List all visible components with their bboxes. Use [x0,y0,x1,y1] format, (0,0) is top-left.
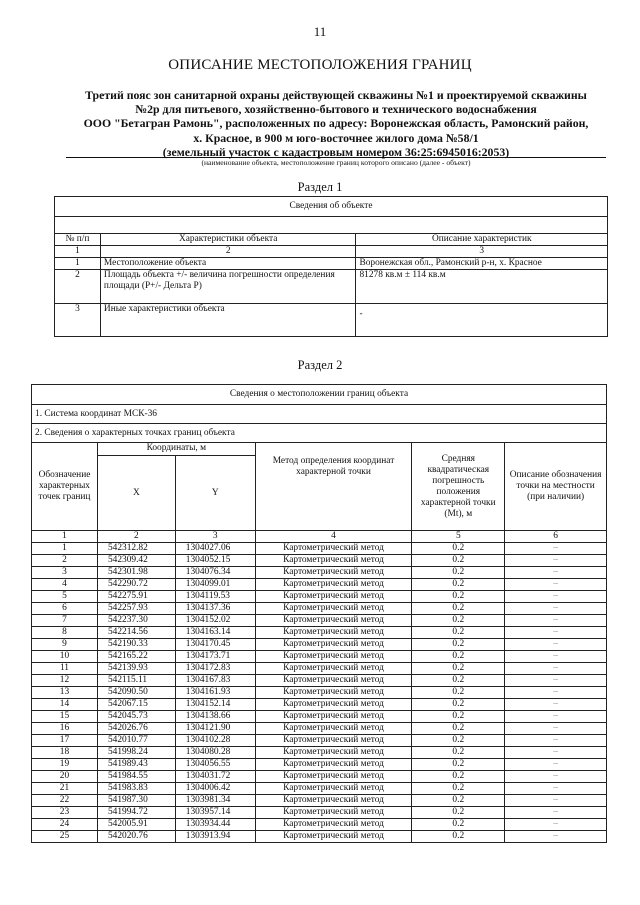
coord-x: 541998.24 [97,747,175,759]
point-description: – [505,591,607,603]
method: Картометрический метод [255,795,412,807]
method: Картометрический метод [255,675,412,687]
accuracy: 0.2 [412,819,505,831]
coord-x: 542165.22 [97,651,175,663]
column-header: Описание обозначения точки на местности (при наличии) [505,443,607,531]
method: Картометрический метод [255,543,412,555]
point-description: – [505,723,607,735]
method: Картометрический метод [255,711,412,723]
accuracy: 0.2 [412,591,505,603]
accuracy: 0.2 [412,783,505,795]
column-index: 1 [55,246,101,258]
point-id: 12 [32,675,98,687]
table-row [32,663,607,675]
point-description: – [505,687,607,699]
accuracy: 0.2 [412,711,505,723]
point-description: – [505,699,607,711]
table-row [32,747,607,759]
accuracy: 0.2 [412,723,505,735]
point-description: – [505,783,607,795]
point-id: 1 [32,543,98,555]
coord-y: 1303913.94 [175,831,255,843]
column-header: Y [175,456,255,531]
point-description: – [505,819,607,831]
coord-y: 1304102.28 [175,735,255,747]
coord-y: 1304076.34 [175,567,255,579]
table-row [32,591,607,603]
coord-x: 542010.77 [97,735,175,747]
accuracy: 0.2 [412,795,505,807]
point-id: 10 [32,651,98,663]
method: Картометрический метод [255,639,412,651]
accuracy: 0.2 [412,555,505,567]
subject-line: ООО "Бетагран Рамонь", расположенных по адресу: Воронежская область, Рамонский район, [83,116,589,131]
column-header: № п/п [55,234,101,246]
point-description: – [505,663,607,675]
coord-y: 1304152.14 [175,699,255,711]
point-id: 18 [32,747,98,759]
point-description: – [505,771,607,783]
method: Картометрический метод [255,651,412,663]
point-id: 14 [32,699,98,711]
point-description: – [505,567,607,579]
table-row [32,603,607,615]
coord-x: 541983.83 [97,783,175,795]
row-number: 3 [55,304,101,337]
characteristic: Местоположение объекта [100,258,356,270]
point-description: – [505,795,607,807]
coord-x: 542045.73 [97,711,175,723]
coord-x: 542026.76 [97,723,175,735]
point-id: 9 [32,639,98,651]
method: Картометрический метод [255,579,412,591]
accuracy: 0.2 [412,771,505,783]
row-number: 2 [55,270,101,304]
coord-x: 542005.91 [97,819,175,831]
coord-y: 1304056.55 [175,759,255,771]
accuracy: 0.2 [412,603,505,615]
point-description: – [505,639,607,651]
column-header: Характеристики объекта [100,234,356,246]
table-row [32,639,607,651]
point-id: 22 [32,795,98,807]
table-row [32,831,607,843]
points-title: 2. Сведения о характерных точках границ объекта [32,424,607,443]
coord-y: 1304080.28 [175,747,255,759]
point-id: 8 [32,627,98,639]
point-description: – [505,543,607,555]
coord-y: 1304027.06 [175,543,255,555]
coord-y: 1304099.01 [175,579,255,591]
coordinate-system: 1. Система координат МСК-36 [32,405,607,424]
coord-x: 542257.93 [97,603,175,615]
point-id: 25 [32,831,98,843]
coord-y: 1304163.14 [175,627,255,639]
column-index: 6 [505,531,607,543]
coord-y: 1304170.45 [175,639,255,651]
coord-y: 1304052.15 [175,555,255,567]
method: Картометрический метод [255,627,412,639]
table-row [55,270,608,304]
column-header: X [97,456,175,531]
table-spacer [55,217,608,234]
coord-y: 1304161.93 [175,687,255,699]
column-index: 5 [412,531,505,543]
page-number: 11 [313,24,327,39]
table-row [32,687,607,699]
coord-y: 1304172.83 [175,663,255,675]
point-description: – [505,627,607,639]
coord-x: 542312.82 [97,543,175,555]
table-row [32,543,607,555]
point-id: 16 [32,723,98,735]
table-row [32,723,607,735]
column-header: Описание характеристик [356,234,608,246]
coord-y: 1304152.02 [175,615,255,627]
object-description [66,88,606,159]
point-id: 5 [32,591,98,603]
accuracy: 0.2 [412,651,505,663]
table-row [32,651,607,663]
accuracy: 0.2 [412,759,505,771]
method: Картометрический метод [255,687,412,699]
point-description: – [505,651,607,663]
point-description: – [505,675,607,687]
table-row [55,258,608,270]
coord-x: 542237.30 [97,615,175,627]
column-header: Средняя квадратическая погрешность положения характерной точки (Mt), м [412,443,505,531]
column-index: 3 [356,246,608,258]
table-row [32,735,607,747]
point-id: 19 [32,759,98,771]
table-row [32,783,607,795]
method: Картометрический метод [255,771,412,783]
accuracy: 0.2 [412,687,505,699]
table-row [32,675,607,687]
table-row [32,819,607,831]
column-header: Метод определения координат характерной точки [255,443,412,531]
point-description: – [505,615,607,627]
subject-line: №2р для питьевого, хозяйственно-бытового и технического водоснабжения [135,102,537,117]
point-id: 15 [32,711,98,723]
coord-x: 542139.93 [97,663,175,675]
coord-x: 542301.98 [97,567,175,579]
point-description: – [505,555,607,567]
method: Картометрический метод [255,747,412,759]
method: Картометрический метод [255,735,412,747]
table-row [32,795,607,807]
subject-line: х. Красное, в 900 м юго-восточнее жилого дома №58/1 [193,130,479,145]
method: Картометрический метод [255,603,412,615]
boundary-points-table [31,384,607,843]
section2-heading: Раздел 2 [297,358,343,372]
point-description: – [505,831,607,843]
method: Картометрический метод [255,555,412,567]
method: Картометрический метод [255,591,412,603]
coord-y: 1303981.34 [175,795,255,807]
accuracy: 0.2 [412,747,505,759]
method: Картометрический метод [255,615,412,627]
method: Картометрический метод [255,783,412,795]
table-row [32,579,607,591]
accuracy: 0.2 [412,807,505,819]
column-index: 3 [175,531,255,543]
table-row [55,304,608,337]
accuracy: 0.2 [412,675,505,687]
column-header: Обозначение характерных точек границ [32,443,98,531]
column-index: 2 [97,531,175,543]
page-title: ОПИСАНИЕ МЕСТОПОЛОЖЕНИЯ ГРАНИЦ [168,57,472,73]
method: Картометрический метод [255,567,412,579]
point-description: – [505,807,607,819]
point-description: – [505,747,607,759]
coord-x: 542067.15 [97,699,175,711]
characteristic: Площадь объекта +/- величина погрешности определения площади (Р+/- Дельта Р) [100,270,356,304]
table-row [32,759,607,771]
row-number: 1 [55,258,101,270]
table-row [32,627,607,639]
table-row [32,615,607,627]
accuracy: 0.2 [412,699,505,711]
accuracy: 0.2 [412,831,505,843]
accuracy: 0.2 [412,567,505,579]
coord-x: 542309.42 [97,555,175,567]
coord-y: 1304173.71 [175,651,255,663]
point-id: 7 [32,615,98,627]
characteristic-value: Воронежская обл., Рамонский р-н, х. Красное [356,258,608,270]
coord-x: 541989.43 [97,759,175,771]
characteristic-value: 81278 кв.м ± 114 кв.м [356,270,608,304]
method: Картометрический метод [255,723,412,735]
method: Картометрический метод [255,831,412,843]
coord-x: 541994.72 [97,807,175,819]
column-index: 2 [100,246,356,258]
table-title: Сведения о местоположении границ объекта [32,385,607,405]
coord-y: 1303957.14 [175,807,255,819]
point-id: 24 [32,819,98,831]
point-id: 3 [32,567,98,579]
point-id: 21 [32,783,98,795]
object-info-table [54,196,608,337]
point-id: 6 [32,603,98,615]
point-id: 2 [32,555,98,567]
point-id: 20 [32,771,98,783]
column-index: 4 [255,531,412,543]
method: Картометрический метод [255,759,412,771]
coord-y: 1304137.36 [175,603,255,615]
coord-y: 1303934.44 [175,819,255,831]
point-id: 17 [32,735,98,747]
point-id: 4 [32,579,98,591]
point-id: 23 [32,807,98,819]
section1-heading: Раздел 1 [297,180,343,194]
table-row [32,807,607,819]
point-description: – [505,711,607,723]
accuracy: 0.2 [412,543,505,555]
method: Картометрический метод [255,699,412,711]
accuracy: 0.2 [412,639,505,651]
characteristic-value: - [356,304,608,337]
point-description: – [505,759,607,771]
accuracy: 0.2 [412,627,505,639]
column-header: Координаты, м [97,443,255,456]
column-index: 1 [32,531,98,543]
table-title: Сведения об объекте [55,197,608,217]
coord-x: 542190.33 [97,639,175,651]
point-id: 13 [32,687,98,699]
coord-x: 542090.50 [97,687,175,699]
coord-y: 1304138.66 [175,711,255,723]
point-description: – [505,579,607,591]
coord-x: 541984.55 [97,771,175,783]
table-row [32,711,607,723]
coord-x: 542115.11 [97,675,175,687]
subject-line: Третий пояс зон санитарной охраны действующей скважины №1 и проектируемой скважины [85,88,587,102]
coord-x: 541987.30 [97,795,175,807]
method: Картометрический метод [255,663,412,675]
coord-y: 1304006.42 [175,783,255,795]
point-description: – [505,603,607,615]
table-row [32,699,607,711]
point-id: 11 [32,663,98,675]
method: Картометрический метод [255,819,412,831]
coord-y: 1304121.90 [175,723,255,735]
coord-x: 542214.56 [97,627,175,639]
subject-line: (земельный участок с кадастровым номером 36:25:6945016:2053) [162,144,510,159]
accuracy: 0.2 [412,615,505,627]
table-row [32,771,607,783]
accuracy: 0.2 [412,663,505,675]
table-row [32,555,607,567]
coord-x: 542020.76 [97,831,175,843]
table-row [32,567,607,579]
method: Картометрический метод [255,807,412,819]
coord-y: 1304119.53 [175,591,255,603]
coord-y: 1304167.83 [175,675,255,687]
characteristic: Иные характеристики объекта [100,304,356,337]
coord-y: 1304031.72 [175,771,255,783]
accuracy: 0.2 [412,579,505,591]
coord-x: 542275.91 [97,591,175,603]
accuracy: 0.2 [412,735,505,747]
point-description: – [505,735,607,747]
subject-caption: (наименование объекта, местоположение границ которого описано (далее - объект) [201,158,471,167]
coord-x: 542290.72 [97,579,175,591]
